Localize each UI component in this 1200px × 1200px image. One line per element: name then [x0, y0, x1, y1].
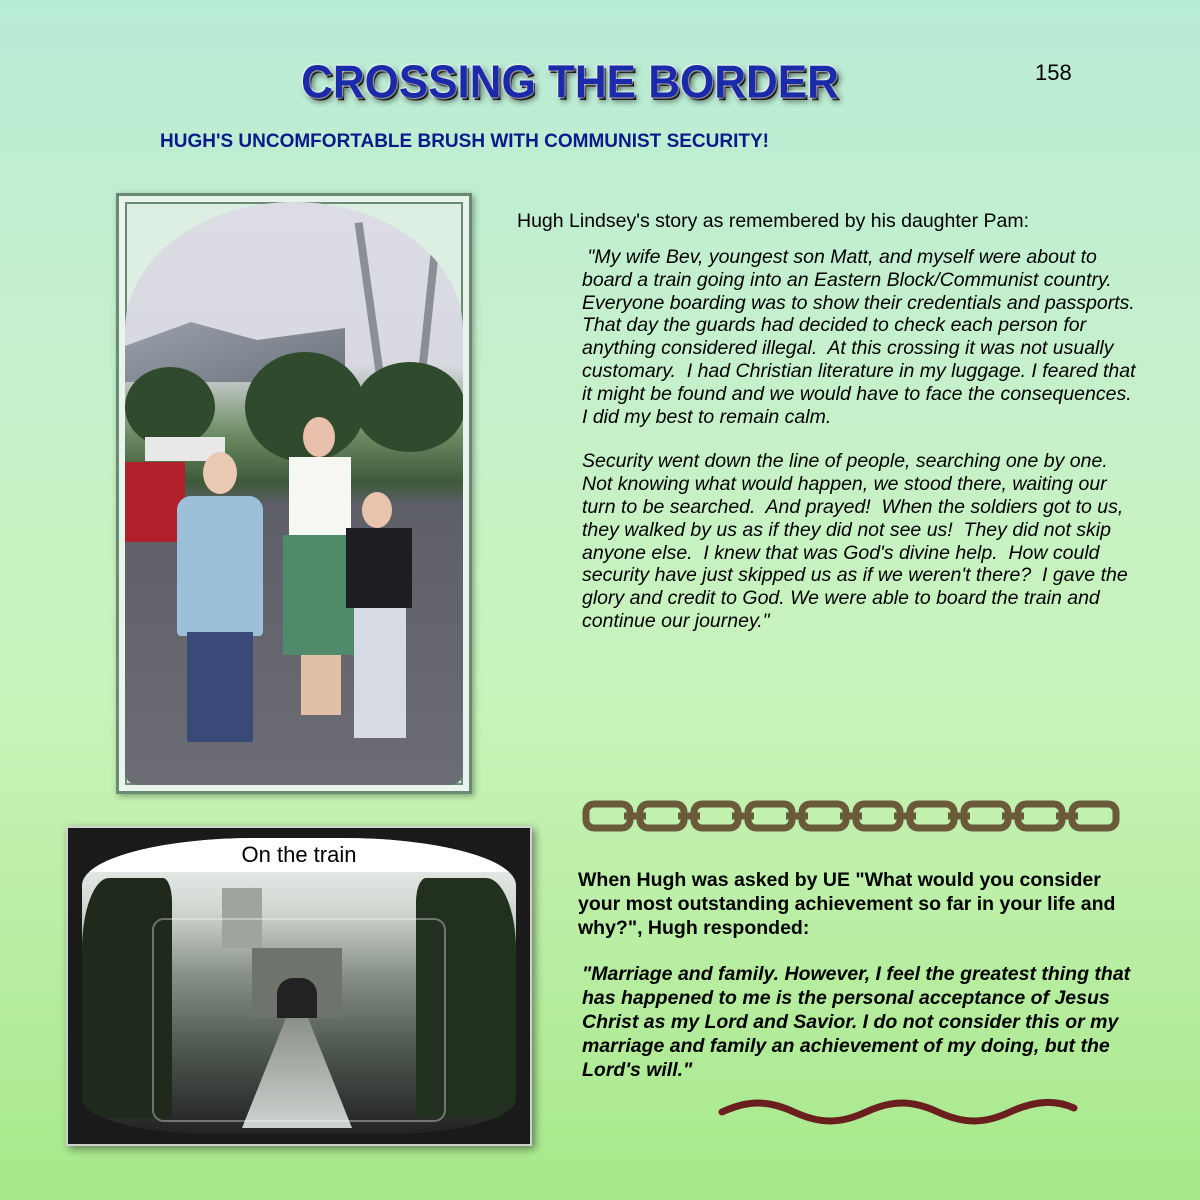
- chain-link: [856, 804, 900, 828]
- chain-link: [1072, 804, 1116, 828]
- page-subtitle: HUGH'S UNCOMFORTABLE BRUSH WITH COMMUNIST SECURITY!: [160, 131, 769, 152]
- chain-link: [586, 804, 630, 828]
- train-photo-frame: [66, 826, 532, 1146]
- family-photo: [125, 202, 463, 785]
- chain-link: [1018, 804, 1062, 828]
- chain-divider: [578, 796, 1138, 836]
- story-paragraph-1: "My wife Bev, youngest son Matt, and myself were about to board a train going into an Eastern Block/Communist country. Everyone boarding was to show their credentials and passports. That day the guards had decided to check each person for anything considered illegal. At this crossing it was not usually customary. I had Christian literature in my luggage. I feared that it might be found and we would have to face the consequences. I did my best to remain calm.: [582, 246, 1141, 428]
- chain-link: [694, 804, 738, 828]
- chain-link: [910, 804, 954, 828]
- train-photo: [82, 838, 516, 1134]
- squiggle-divider: [718, 1090, 1078, 1130]
- page-number: 158: [1035, 60, 1072, 85]
- interview-answer: "Marriage and family. However, I feel the greatest thing that has happened to me is the personal acceptance of Jesus Christ as my Lord and Savior. I do not consider this or my marriage and family an achievement of my doing, but the Lord's will.": [582, 963, 1131, 1081]
- story-text: [582, 246, 1142, 633]
- chain-link: [802, 804, 846, 828]
- chain-link: [640, 804, 684, 828]
- chain-link: [964, 804, 1008, 828]
- family-photo-frame: [116, 193, 472, 794]
- chain-link: [748, 804, 792, 828]
- story-paragraph-2: Security went down the line of people, searching one by one. Not knowing what would happen, we stood there, waiting our turn to be searched. And prayed! When the soldiers got to us, they walked by us as if they did not see us! They did not skip anyone else. I knew that was God's divine help. How could security have just skipped us as if we weren't there? I gave the glory and credit to God. We were able to board the train and continue our journey.": [582, 450, 1134, 632]
- photo-caption: On the train: [82, 838, 516, 872]
- story-intro: Hugh Lindsey's story as remembered by his daughter Pam:: [517, 210, 1030, 232]
- page-title: CROSSING THE BORDER: [301, 56, 839, 109]
- interview-question: When Hugh was asked by UE "What would you consider your most outstanding achievement so far in your life and why?", Hugh responded:: [578, 869, 1116, 939]
